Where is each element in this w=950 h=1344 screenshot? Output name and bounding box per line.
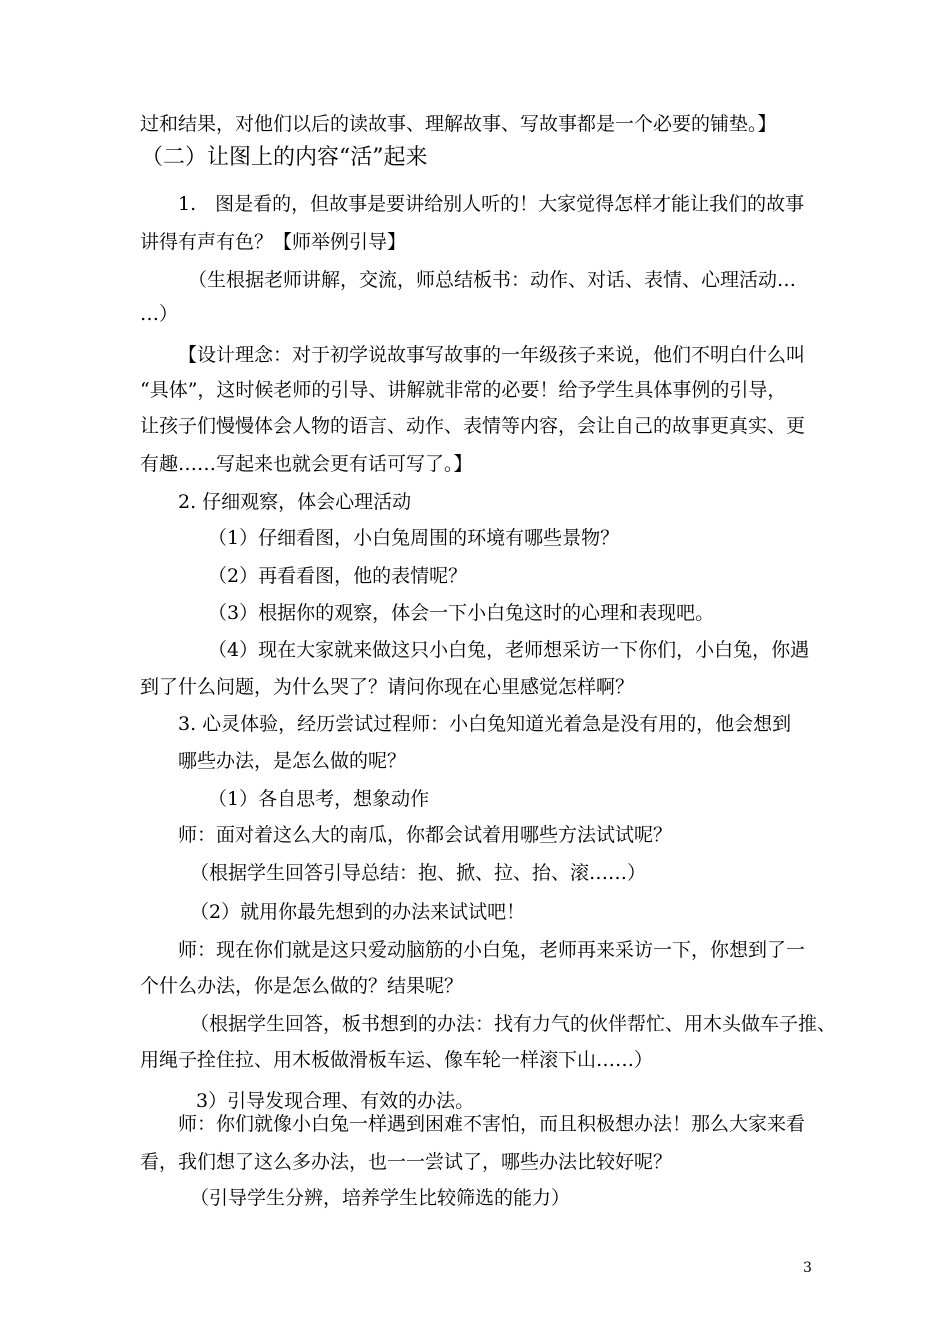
list-item: 3）引导发现合理、有效的办法。: [196, 1090, 475, 1112]
paragraph-line: （根据学生回答，板书想到的办法：找有力气的伙伴帮忙、用木头做车子推、: [190, 1013, 837, 1035]
list-item: 2. 仔细观察，体会心理活动: [178, 491, 412, 513]
list-item: （1）仔细看图，小白兔周围的环境有哪些景物？: [208, 527, 620, 549]
paragraph-line: 个什么办法，你是怎么做的？结果呢？: [140, 975, 464, 997]
section-heading: （二）让图上的内容“活”起来: [141, 145, 428, 170]
paragraph-line: 1. 图是看的，但故事是要讲给别人听的！大家觉得怎样才能让我们的故事: [178, 193, 805, 215]
paragraph-line: 哪些办法，是怎么做的呢？: [178, 750, 407, 772]
paragraph-line: 让孩子们慢慢体会人物的语言、动作、表情等内容，会让自己的故事更真实、更: [140, 415, 806, 437]
page-number: 3: [803, 1260, 812, 1276]
paragraph-line: （根据学生回答引导总结：抱、掀、拉、抬、滚……）: [190, 862, 647, 884]
paragraph-line: 师：你们就像小白兔一样遇到困难不害怕，而且积极想办法！那么大家来看: [178, 1113, 806, 1135]
paragraph-line: 【设计理念：对于初学说故事写故事的一年级孩子来说，他们不明白什么叫: [178, 344, 806, 366]
paragraph-line: 看，我们想了这么多办法，也一一尝试了，哪些办法比较好呢？: [140, 1151, 673, 1173]
paragraph-line: 师：现在你们就是这只爱动脑筋的小白兔，老师再来采访一下，你想到了一: [178, 939, 806, 961]
paragraph-line: 讲得有声有色？【师举例引导】: [140, 231, 407, 253]
paragraph-line: …）: [140, 303, 179, 325]
paragraph-line: 过和结果，对他们以后的读故事、理解故事、写故事都是一个必要的铺垫。】: [140, 113, 777, 135]
list-item: （2）再看看图，他的表情呢？: [208, 565, 468, 587]
paragraph-line: “具体”，这时候老师的引导、讲解就非常的必要！给予学生具体事例的引导，: [140, 379, 787, 401]
list-item: （1）各自思考，想象动作: [208, 788, 430, 810]
paragraph-line: （生根据老师讲解，交流，师总结板书：动作、对话、表情、心理活动…: [188, 269, 797, 291]
paragraph-line: 到了什么问题，为什么哭了？请问你现在心里感觉怎样啊？: [140, 676, 635, 698]
paragraph-line: 用绳子拴住拉、用木板做滑板车运、像车轮一样滚下山……）: [140, 1049, 654, 1071]
paragraph-line: （引导学生分辨，培养学生比较筛选的能力）: [190, 1187, 571, 1209]
list-item: 3. 心灵体验，经历尝试过程师：小白兔知道光着急是没有用的，他会想到: [178, 713, 792, 735]
paragraph-line: 有趣……写起来也就会更有话可写了。】: [140, 453, 473, 475]
list-item: （4）现在大家就来做这只小白兔，老师想采访一下你们，小白兔，你遇: [208, 639, 810, 661]
list-item: （3）根据你的观察，体会一下小白兔这时的心理和表现吧。: [208, 602, 715, 624]
paragraph-line: 师：面对着这么大的南瓜，你都会试着用哪些方法试试呢？: [178, 824, 673, 846]
list-item: （2）就用你最先想到的办法来试试吧！: [190, 901, 526, 923]
